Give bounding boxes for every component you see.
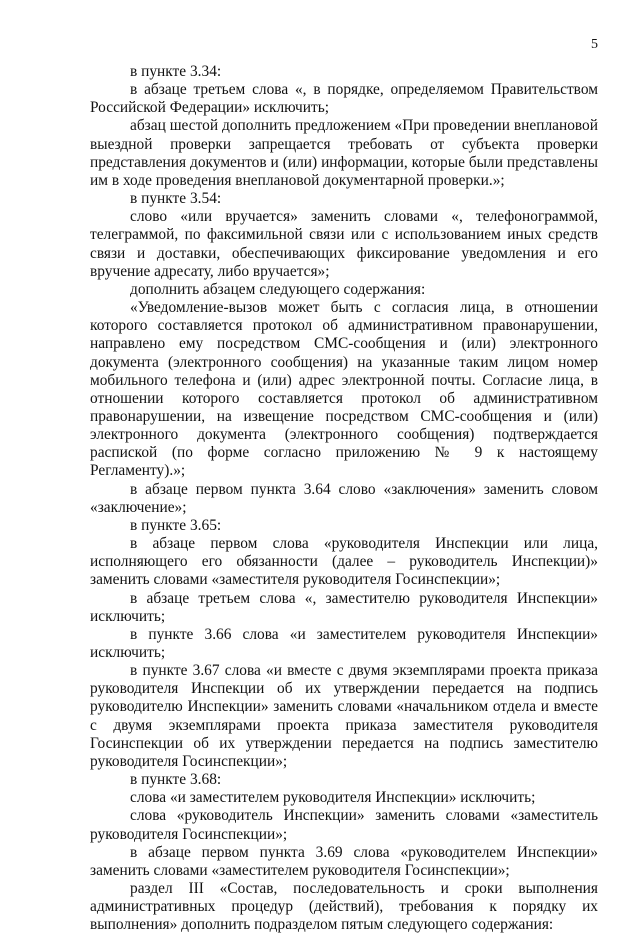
paragraph: слова «руководитель Инспекции» заменить словами «заместитель руководителя Госинспекции»; [90,807,598,843]
paragraph: в абзаце первом пункта 3.69 слова «руководителем Инспекции» заменить словами «заместителем руководителя Госинспекции»; [90,843,598,879]
document-body [90,63,598,935]
paragraph: в пункте 3.65: [130,516,222,534]
paragraph: в абзаце третьем слова «, в порядке, определяемом Правительством Российской Федерации» исключить; [90,81,598,117]
paragraph: слова «и заместителем руководителя Инспекции» исключить; [130,789,536,807]
paragraph: «Уведомление-вызов может быть с согласия лица, в отношении которого составляется протокол об административном правонарушении, направлено ему посредством СМС-сообщения и (или) электронного документа (электронного сообщения) на указанные таким лицом номер мобильного телефона и (или) адрес электронной почты. Согласие лица, в отношении которого составляется протокол об административном правонарушении, на извещение посредством СМС-сообщения и (или) электронного документа (электронного сообщения) подтверждается распиской (по форме согласно приложению № 9 к настоящему Регламенту).»; [90,299,598,480]
paragraph: дополнить абзацем следующего содержания: [130,280,426,298]
paragraph: в абзаце первом слова «руководителя Инспекции или лица, исполняющего его обязанности (далее – руководитель Инспекции)» заменить словами «заместителя руководителя Госинспекции»; [90,535,598,589]
paragraph: слово «или вручается» заменить словами «, телефонограммой, телеграммой, по факсимильной связи или с использованием иных средств связи и доставки, обеспечивающих фиксирование уведомления и его вручение адресату, либо вручается»; [90,208,598,280]
paragraph: абзац шестой дополнить предложением «При проведении внеплановой выездной проверки запрещается требовать от субъекта проверки представления документов и (или) информации, которые были представлены им в ходе проведения внеплановой документарной проверки.»; [90,117,598,189]
paragraph: раздел III «Состав, последовательность и сроки выполнения административных процедур (действий), требования к порядку их выполнения» дополнить подразделом пятым следующего содержания: [90,880,598,934]
paragraph: в пункте 3.34: [130,63,222,80]
paragraph: в абзаце третьем слова «, заместителю руководителя Инспекции» исключить; [90,589,598,625]
paragraph: в пункте 3.66 слова «и заместителем руководителя Инспекции» исключить; [90,625,598,661]
paragraph: в абзаце первом пункта 3.64 слово «заключения» заменить словом «заключение»; [90,480,598,516]
paragraph: в пункте 3.54: [130,190,222,208]
page-number: 5 [591,37,598,52]
paragraph: в пункте 3.67 слова «и вместе с двумя экземплярами проекта приказа руководителя Инспекции об их утверждении передается на подпись руководителю Инспекции» заменить словами «начальником отдела и вместе с двумя экземплярами проекта приказа заместителя руководителя Госинспекции об их утверждении передается на подпись заместителю руководителя Госинспекции»; [90,662,598,770]
paragraph: в пункте 3.68: [130,771,222,789]
